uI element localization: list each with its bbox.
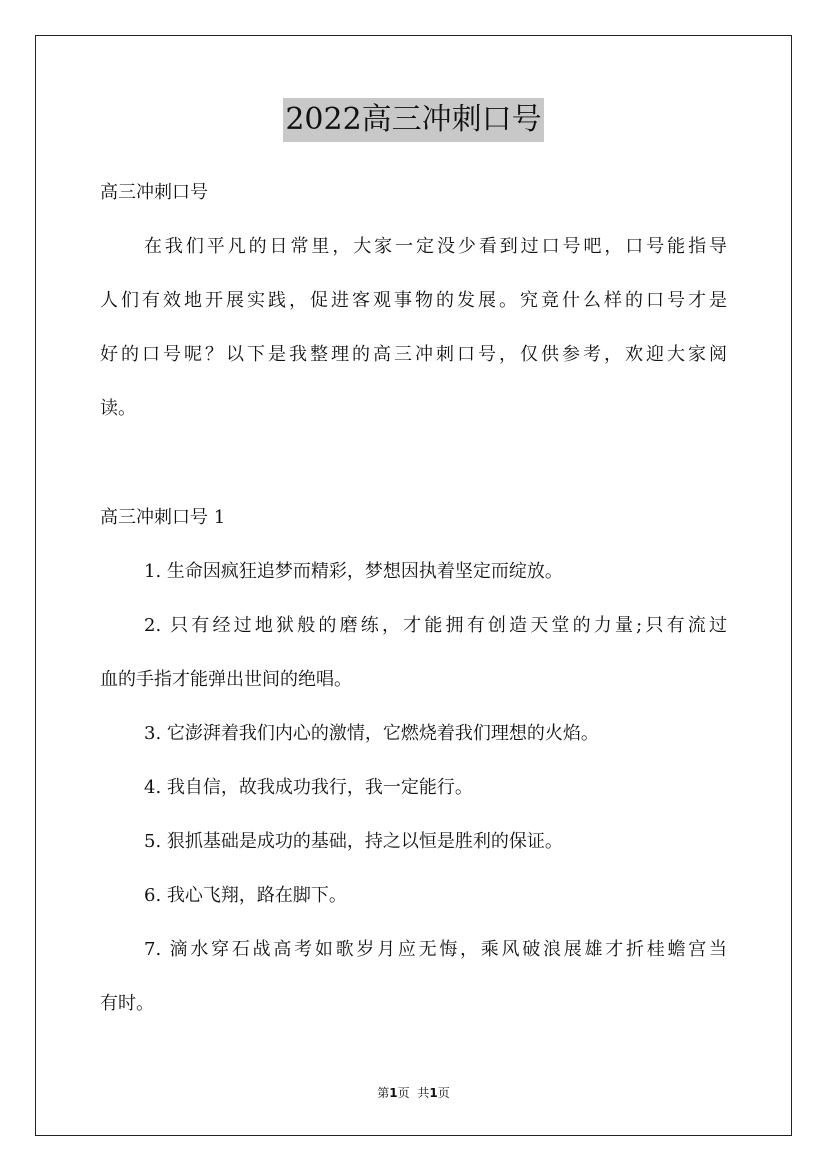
total-unit: 页 (437, 1086, 450, 1100)
total-page-number: 1 (429, 1086, 438, 1100)
list-item-1: 1. 生命因疯狂追梦而精彩，梦想因执着坚定而绽放。 (144, 561, 563, 582)
list-item-2-line-1: 2. 只有经过地狱般的磨练，才能拥有创造天堂的力量;只有流过 (144, 615, 727, 636)
subtitle: 高三冲刺口号 (100, 182, 208, 203)
intro-line-4: 读。 (100, 398, 136, 419)
page-prefix: 第 (377, 1086, 390, 1100)
current-page-number: 1 (389, 1086, 398, 1100)
title-container (100, 98, 727, 142)
total-prefix: 共 (417, 1086, 430, 1100)
list-item-6: 6. 我心飞翔，路在脚下。 (144, 885, 347, 906)
list-item-4: 4. 我自信，故我成功我行，我一定能行。 (144, 777, 473, 798)
intro-line-2: 人们有效地开展实践，促进客观事物的发展。究竟什么样的口号才是 (100, 290, 727, 311)
page-footer (0, 1084, 827, 1101)
list-item-7-line-1: 7. 滴水穿石战高考如歌岁月应无悔，乘风破浪展雄才折桂蟾宫当 (144, 939, 727, 960)
section-heading: 高三冲刺口号 1 (100, 507, 226, 528)
intro-line-3: 好的口号呢？以下是我整理的高三冲刺口号，仅供参考，欢迎大家阅 (100, 344, 727, 365)
page-unit: 页 (397, 1086, 410, 1100)
document-title: 2022高三冲刺口号 (283, 98, 543, 142)
list-item-7-line-2: 有时。 (100, 993, 154, 1014)
list-item-5: 5. 狠抓基础是成功的基础，持之以恒是胜利的保证。 (144, 831, 563, 852)
list-item-3: 3. 它澎湃着我们内心的激情，它燃烧着我们理想的火焰。 (144, 723, 599, 744)
list-item-2-line-2: 血的手指才能弹出世间的绝唱。 (100, 669, 352, 690)
intro-line-1: 在我们平凡的日常里，大家一定没少看到过口号吧，口号能指导 (144, 236, 727, 257)
